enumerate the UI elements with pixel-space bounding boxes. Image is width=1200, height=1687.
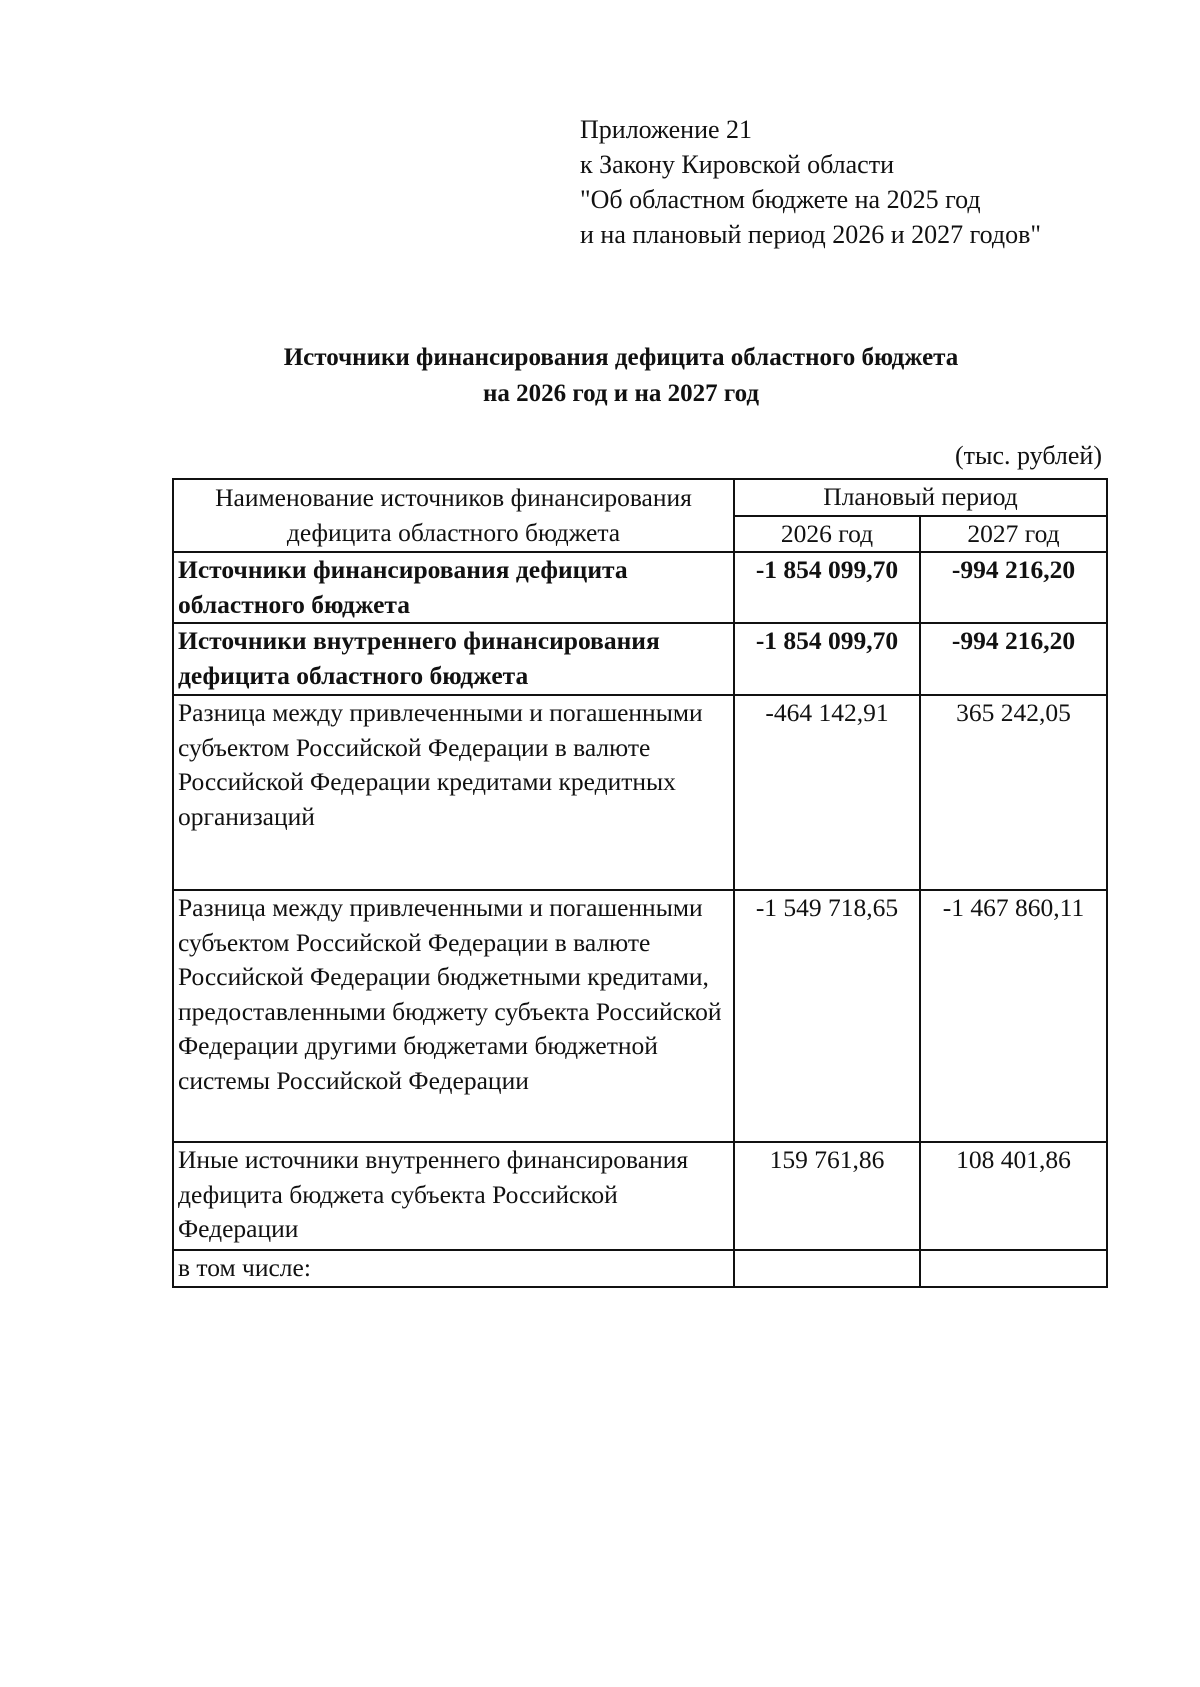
row-value-2027: 365 242,05 [920, 695, 1107, 890]
row-value-2026: -1 854 099,70 [734, 623, 920, 695]
row-value-2026: 159 761,86 [734, 1142, 920, 1250]
appendix-header [580, 112, 1041, 252]
table-header-row [173, 479, 1107, 516]
appendix-line: Приложение 21 [580, 115, 753, 144]
appendix-line: и на плановый период 2026 и 2027 годов" [580, 220, 1042, 249]
row-value-2026: -464 142,91 [734, 695, 920, 890]
row-value-2027: -994 216,20 [920, 623, 1107, 695]
financing-sources-table [172, 478, 1108, 1288]
appendix-line: "Об областном бюджете на 2025 год [580, 185, 981, 214]
table-row [173, 890, 1107, 1142]
header-year-2027: 2027 год [920, 516, 1107, 553]
units-note: (тыс. рублей) [954, 441, 1102, 470]
row-value-2027: -994 216,20 [920, 552, 1107, 623]
row-name: Источники внутреннего финансирования дефицита областного бюджета [173, 623, 734, 695]
row-name: Разница между привлеченными и погашенными субъектом Российской Федерации в валюте Российской Федерации бюджетными кредитами, предоставленными бюджету субъекта Российской Федерации другими бюджетами бюджетной системы Российской Федерации [173, 890, 734, 1142]
header-year-2026: 2026 год [734, 516, 920, 553]
row-value-2026: -1 549 718,65 [734, 890, 920, 1142]
row-value-2027 [920, 1250, 1107, 1287]
row-value-2026: -1 854 099,70 [734, 552, 920, 623]
row-value-2027: -1 467 860,11 [920, 890, 1107, 1142]
header-period: Плановый период [734, 479, 1107, 516]
title-line: Источники финансирования дефицита областного бюджета [283, 344, 959, 371]
row-name: Иные источники внутреннего финансирования дефицита бюджета субъекта Российской Федерации [173, 1142, 734, 1250]
table-row [173, 1250, 1107, 1287]
row-value-2027: 108 401,86 [920, 1142, 1107, 1250]
row-value-2026 [734, 1250, 920, 1287]
header-name: Наименование источников финансирования дефицита областного бюджета [173, 479, 734, 552]
row-name: Разница между привлеченными и погашенными субъектом Российской Федерации в валюте Российской Федерации кредитами кредитных организаций [173, 695, 734, 890]
row-name: Источники финансирования дефицита областного бюджета [173, 552, 734, 623]
appendix-line: к Закону Кировской области [580, 150, 894, 179]
table-row [173, 1142, 1107, 1250]
table-row [173, 552, 1107, 623]
table-row [173, 623, 1107, 695]
title-line: на 2026 год и на 2027 год [482, 380, 760, 407]
document-title [0, 340, 1200, 412]
table-row [173, 695, 1107, 890]
row-name: в том числе: [173, 1250, 734, 1287]
